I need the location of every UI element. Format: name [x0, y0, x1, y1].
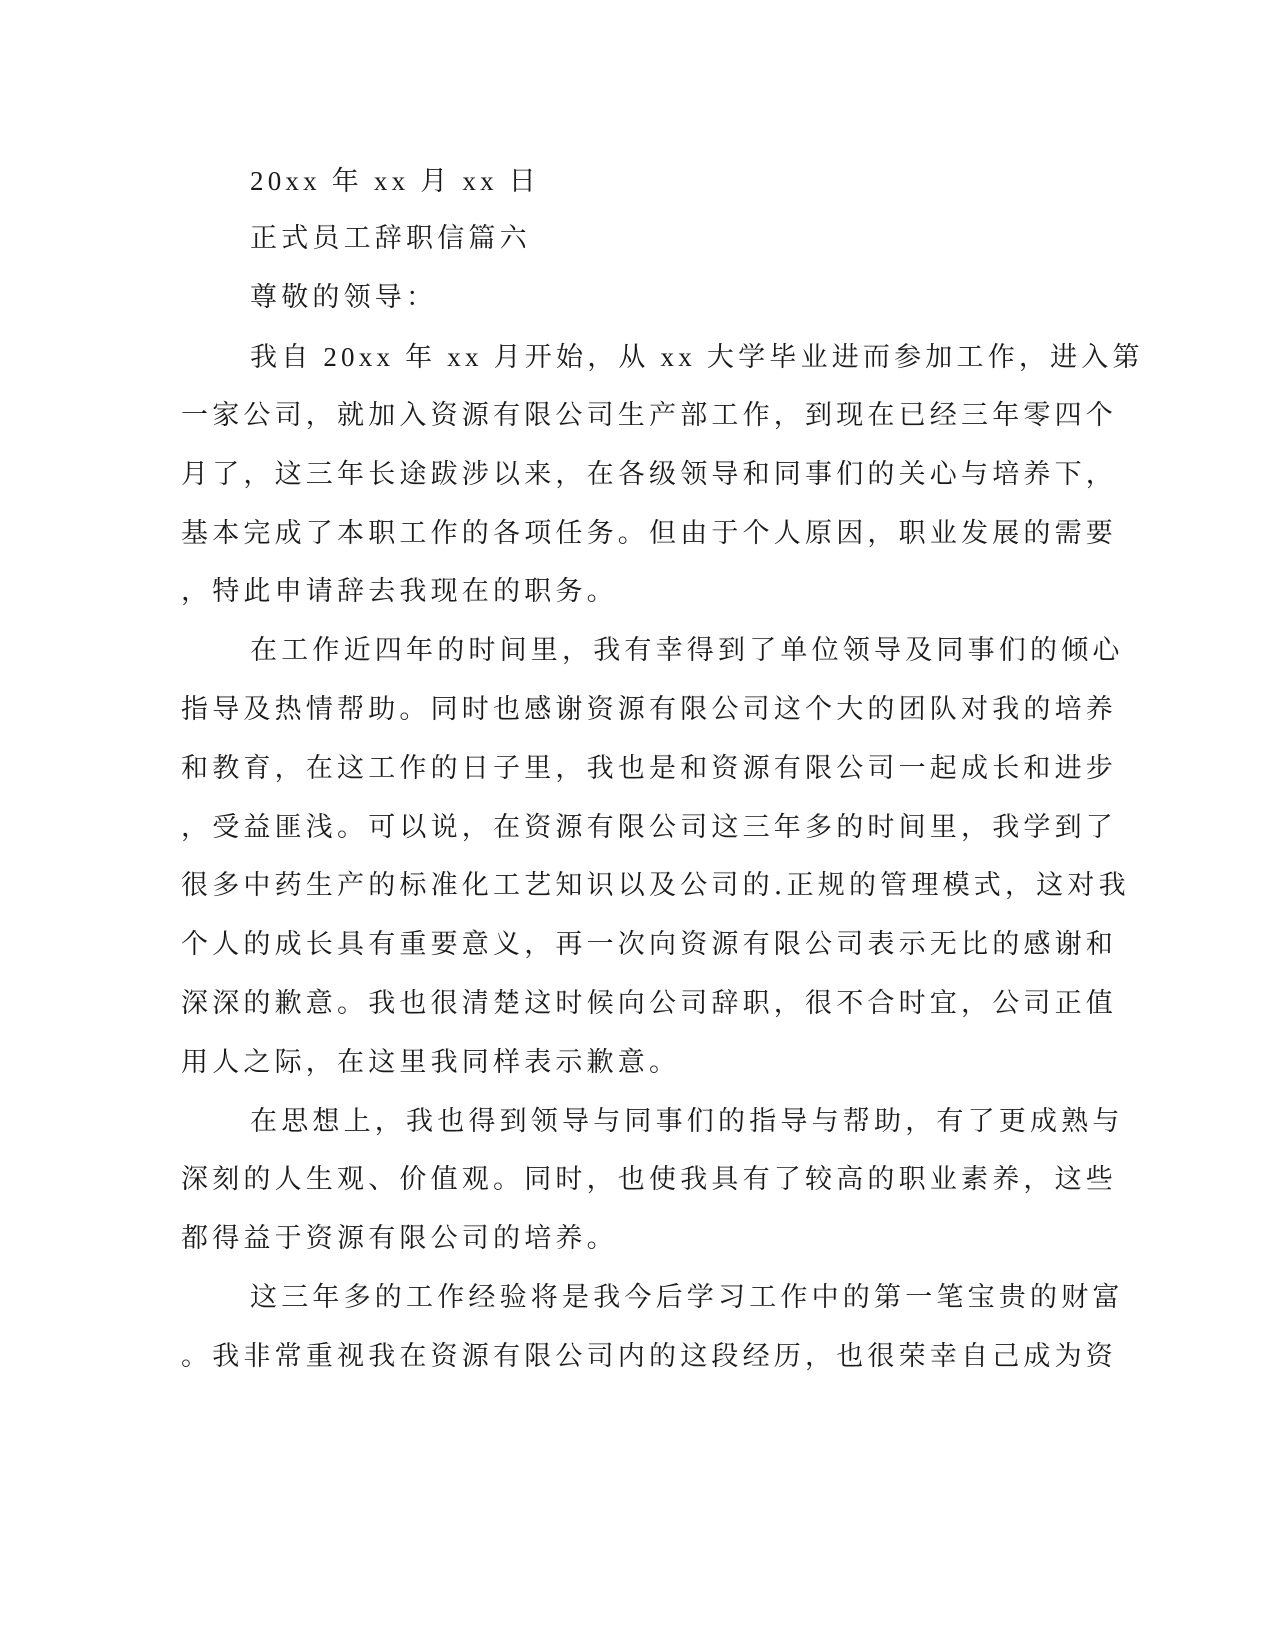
- paragraph-2-line-3: 和教育，在这工作的日子里，我也是和资源有限公司一起成长和进步: [181, 753, 1117, 784]
- paragraph-3-line-1: 在思想上，我也得到领导与同事们的指导与帮助，有了更成熟与: [250, 1106, 1124, 1137]
- paragraph-3-line-3: 都得益于资源有限公司的培养。: [181, 1223, 618, 1254]
- paragraph-1-line-4: 基本完成了本职工作的各项任务。但由于个人原因，职业发展的需要: [181, 518, 1117, 549]
- paragraph-2-line-5: 很多中药生产的标准化工艺知识以及公司的.正规的管理模式，这对我: [181, 870, 1130, 901]
- paragraph-2-line-7: 深深的歉意。我也很清楚这时候向公司辞职，很不合时宜，公司正值: [181, 988, 1117, 1019]
- paragraph-1-line-1: 我自 20xx 年 xx 月开始，从 xx 大学毕业进而参加工作，进入第: [250, 342, 1144, 372]
- paragraph-2-line-6: 个人的成长具有重要意义，再一次向资源有限公司表示无比的感谢和: [181, 929, 1117, 960]
- letter-date: 20xx 年 xx 月 xx 日: [250, 166, 540, 196]
- letter-heading: 正式员工辞职信篇六: [250, 223, 531, 254]
- paragraph-2-line-8: 用人之际，在这里我同样表示歉意。: [181, 1047, 681, 1078]
- paragraph-4-line-2: 。我非常重视我在资源有限公司内的这段经历，也很荣幸自己成为资: [181, 1341, 1117, 1372]
- paragraph-2-line-4: ，受益匪浅。可以说，在资源有限公司这三年多的时间里，我学到了: [181, 812, 1117, 843]
- salutation: 尊敬的领导：: [250, 282, 438, 313]
- paragraph-1-line-3: 月了，这三年长途跋涉以来，在各级领导和同事们的关心与培养下，: [181, 459, 1117, 490]
- paragraph-2-line-1: 在工作近四年的时间里，我有幸得到了单位领导及同事们的倾心: [250, 635, 1124, 666]
- paragraph-4-line-1: 这三年多的工作经验将是我今后学习工作中的第一笔宝贵的财富: [250, 1282, 1124, 1313]
- paragraph-1-line-2: 一家公司，就加入资源有限公司生产部工作，到现在已经三年零四个: [181, 400, 1117, 431]
- paragraph-3-line-2: 深刻的人生观、价值观。同时，也使我具有了较高的职业素养，这些: [181, 1164, 1117, 1195]
- paragraph-1-line-5: ，特此申请辞去我现在的职务。: [181, 576, 618, 607]
- paragraph-2-line-2: 指导及热情帮助。同时也感谢资源有限公司这个大的团队对我的培养: [181, 694, 1117, 725]
